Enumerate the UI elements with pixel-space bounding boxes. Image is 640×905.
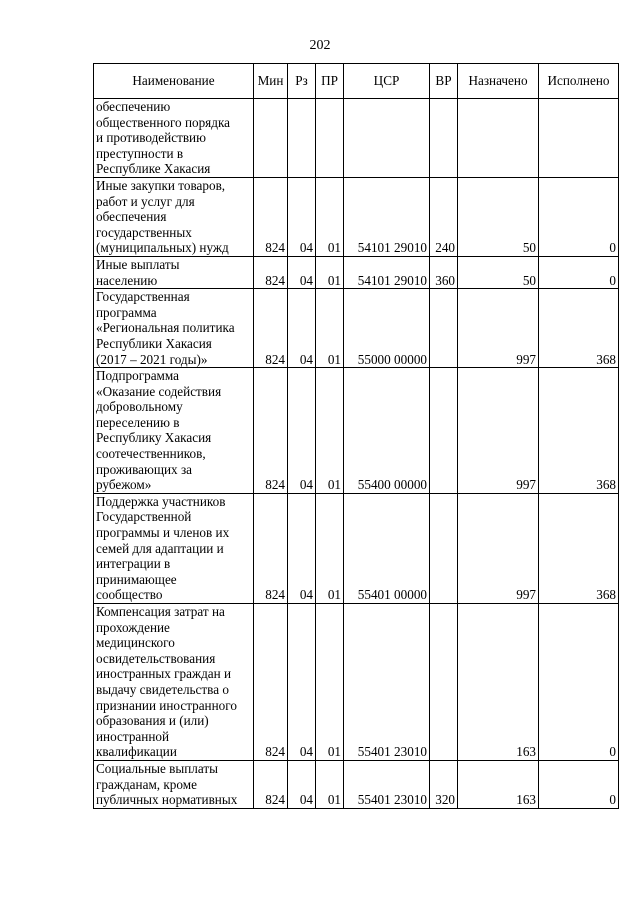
cell-pr: 01 xyxy=(316,604,344,761)
cell-assigned: 50 xyxy=(458,256,539,288)
cell-name: Социальные выплаты гражданам, кроме публичных нормативных xyxy=(94,760,254,808)
cell-min: 824 xyxy=(254,760,288,808)
cell-min: 824 xyxy=(254,177,288,256)
table-row xyxy=(94,760,619,808)
column-header-rz: Рз xyxy=(288,64,316,99)
column-header-executed: Исполнено xyxy=(539,64,619,99)
cell-executed: 0 xyxy=(539,256,619,288)
cell-vr: 360 xyxy=(430,256,458,288)
cell-name: Поддержка участников Государственной программы и членов их семей для адаптации и интеграции в принимающее сообщество xyxy=(94,493,254,603)
column-header-vr: ВР xyxy=(430,64,458,99)
cell-vr xyxy=(430,99,458,178)
table-row xyxy=(94,604,619,761)
cell-min: 824 xyxy=(254,256,288,288)
cell-name: Иные выплаты населению xyxy=(94,256,254,288)
cell-executed: 0 xyxy=(539,604,619,761)
column-header-name: Наименование xyxy=(94,64,254,99)
cell-assigned: 997 xyxy=(458,289,539,368)
cell-pr: 01 xyxy=(316,760,344,808)
cell-csr: 55400 00000 xyxy=(344,368,430,494)
cell-name: Иные закупки товаров, работ и услуг для обеспечения государственных (муниципальных) нужд xyxy=(94,177,254,256)
column-header-csr: ЦСР xyxy=(344,64,430,99)
table-row xyxy=(94,368,619,494)
cell-csr: 55000 00000 xyxy=(344,289,430,368)
cell-rz: 04 xyxy=(288,289,316,368)
cell-vr xyxy=(430,604,458,761)
table-body xyxy=(94,99,619,809)
table-header-row xyxy=(94,64,619,99)
cell-assigned xyxy=(458,99,539,178)
table-row xyxy=(94,289,619,368)
table-row xyxy=(94,256,619,288)
cell-name: Компенсация затрат на прохождение медицинского освидетельствования иностранных граждан и выдачу свидетельства о признании иностранного образования и (или) иностранной квалификации xyxy=(94,604,254,761)
cell-csr xyxy=(344,99,430,178)
cell-min: 824 xyxy=(254,493,288,603)
cell-min: 824 xyxy=(254,604,288,761)
cell-rz xyxy=(288,99,316,178)
cell-min xyxy=(254,99,288,178)
cell-pr xyxy=(316,99,344,178)
cell-executed xyxy=(539,99,619,178)
cell-executed: 368 xyxy=(539,289,619,368)
cell-pr: 01 xyxy=(316,177,344,256)
cell-pr: 01 xyxy=(316,256,344,288)
column-header-min: Мин xyxy=(254,64,288,99)
cell-vr xyxy=(430,289,458,368)
cell-csr: 55401 00000 xyxy=(344,493,430,603)
cell-vr xyxy=(430,368,458,494)
page-number: 202 xyxy=(309,38,331,53)
cell-assigned: 163 xyxy=(458,760,539,808)
cell-name: Государственная программа «Региональная политика Республики Хакасия (2017 – 2021 годы)» xyxy=(94,289,254,368)
cell-min: 824 xyxy=(254,289,288,368)
cell-executed: 368 xyxy=(539,368,619,494)
cell-vr: 320 xyxy=(430,760,458,808)
cell-rz: 04 xyxy=(288,368,316,494)
cell-pr: 01 xyxy=(316,289,344,368)
cell-assigned: 997 xyxy=(458,368,539,494)
cell-csr: 54101 29010 xyxy=(344,177,430,256)
table-row xyxy=(94,177,619,256)
cell-name: Подпрограмма «Оказание содействия добровольному переселению в Республику Хакасия соотечественников, проживающих за рубежом» xyxy=(94,368,254,494)
cell-assigned: 163 xyxy=(458,604,539,761)
cell-assigned: 997 xyxy=(458,493,539,603)
budget-table xyxy=(93,63,619,809)
cell-assigned: 50 xyxy=(458,177,539,256)
table-row xyxy=(94,99,619,178)
cell-pr: 01 xyxy=(316,493,344,603)
cell-rz: 04 xyxy=(288,493,316,603)
cell-rz: 04 xyxy=(288,177,316,256)
column-header-assigned: Назначено xyxy=(458,64,539,99)
cell-min: 824 xyxy=(254,368,288,494)
cell-rz: 04 xyxy=(288,604,316,761)
cell-vr: 240 xyxy=(430,177,458,256)
cell-name: обеспечению общественного порядка и противодействию преступности в Республике Хакасия xyxy=(94,99,254,178)
cell-csr: 55401 23010 xyxy=(344,604,430,761)
cell-vr xyxy=(430,493,458,603)
cell-executed: 368 xyxy=(539,493,619,603)
column-header-pr: ПР xyxy=(316,64,344,99)
cell-pr: 01 xyxy=(316,368,344,494)
cell-executed: 0 xyxy=(539,760,619,808)
table-row xyxy=(94,493,619,603)
cell-rz: 04 xyxy=(288,256,316,288)
cell-executed: 0 xyxy=(539,177,619,256)
cell-csr: 54101 29010 xyxy=(344,256,430,288)
cell-rz: 04 xyxy=(288,760,316,808)
cell-csr: 55401 23010 xyxy=(344,760,430,808)
